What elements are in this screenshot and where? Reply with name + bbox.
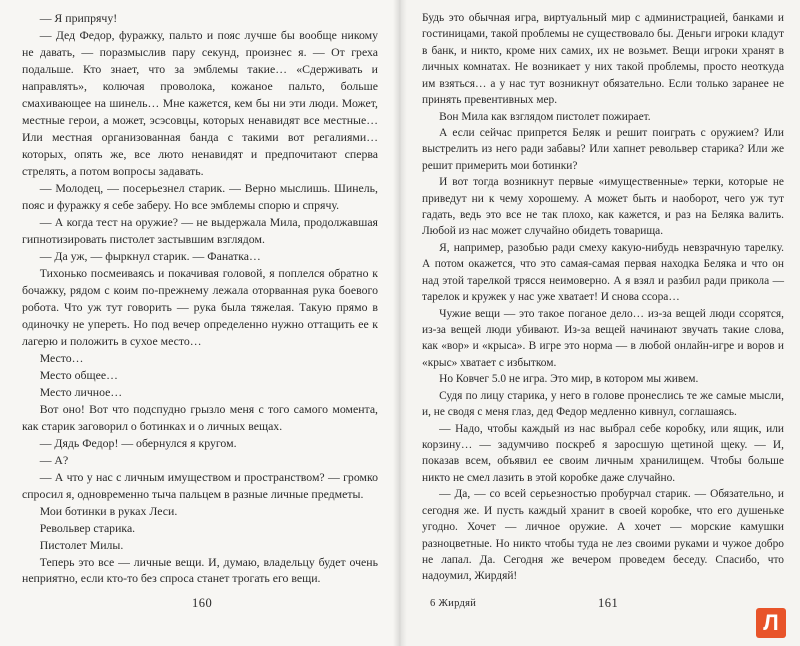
- paragraph: — Да, — со всей серьезностью пробурчал старик. — Обязательно, и сегодня же. И пусть каждый хранит в своей коробке, что его душеньке угодно. Хочет — личное оружие. А хочет — морские камушки разноцветные. Но никто чтобы туда не лез своими руками и чужое добро не лапал. Да. Сегодня же вечером проведем беседу. Спасибо, что надоумил, Жирдяй!: [422, 488, 784, 583]
- left-page-text: [22, 10, 378, 587]
- paragraph: Будь это обычная игра, виртуальный мир с администрацией, банками и гостиницами, такой проблемы не существовало бы. Деньги игроки кладут в банк, и никто, кроме них самих, их не возьмет. Вещи игроки хранят в личных комнатах. Не возникает у них такой проблемы, просто неоткуда им взяться… а у нас тут возникнут обязательно. Если только заранее не принять превентивных мер.: [422, 12, 784, 107]
- left-page-number: 160: [192, 596, 213, 610]
- paragraph: — Молодец, — посерьезнел старик. — Верно мыслишь. Шинель, пояс и фуражку я себе заберу. Но все эмблемы спорю и спрячу.: [22, 180, 378, 212]
- paragraph: Место общее…: [39, 367, 118, 382]
- paragraph: — А что у нас с личным имуществом и пространством? — громко спросил я, одновременно тыча пальцем в разные личные предметы.: [22, 469, 378, 501]
- book-gutter: [393, 0, 407, 646]
- publisher-logo-icon: [756, 608, 786, 638]
- paragraph: И вот тогда возникнут первые «имущественные» терки, которые не приведут ни к чему хорошему. А может быть и наоборот, чего уж тут гадать, ведь это все не так плохо, как кажется, и раз на Беляка валить. Любой из нас может случайно обидеть товарища.: [422, 176, 784, 238]
- right-page: [400, 0, 800, 646]
- paragraph: Судя по лицу старика, у него в голове пронеслись те же самые мысли, и, не сводя с меня глаз, дед Федор медленно кивнул, соглашаясь.: [422, 389, 784, 419]
- running-foot: 6 Жирдяй: [430, 598, 477, 609]
- paragraph: Я, например, разобью ради смеху какую-нибудь невзрачную тарелку. А потом окажется, что это самая-самая первая находка Беляка и что он над этой тарелкой трясся неимоверно. А я взял и разбил ради прикола — тарелок и кружек у нас уже хватает! И снова ссора…: [422, 241, 784, 304]
- paragraph: Вот оно! Вот что подспудно грызло меня с того самого момента, как старик заговорил о ботинках и о личных вещах.: [22, 401, 378, 433]
- paragraph: — А когда тест на оружие? — не выдержала Мила, продолжавшая гипнотизировать пистолет застывшим взглядом.: [22, 214, 378, 246]
- publisher-logo-letter: Л: [763, 610, 779, 635]
- paragraph: — Надо, чтобы каждый из нас выбрал себе коробку, или ящик, или корзину… — задумчиво поскреб я заросшую щетиной щеку. — И, показав всем, объявил ее своим личным хранилищем. Чтобы больше никто не смел лазить в этой коробке даже случайно.: [422, 422, 784, 484]
- paragraph: — Дед Федор, фуражку, пальто и пояс лучше бы вообще никому не давать, — поразмыслив пару секунд, произнес я. — От греха подальше. Кто знает, что за эмблемы такие… «Сдерживать и направлять», колючая проволока, кожаное пальто, больше смахивающее на шинель… Мне кажется, кем бы ни эти люди. Может, местные герои, а может, эсэсовцы, которых ненавидят все местные… Или местная организованная банда с такими вот регалиями… которых, опять же, все люто ненавидят и предпочитают сперва стрелять, а потом вопросы задавать.: [22, 27, 378, 178]
- paragraph: Мои ботинки в руках Леси.: [39, 503, 178, 518]
- paragraph: — Дядь Федор! — обернулся я кругом.: [39, 435, 237, 450]
- paragraph: Но Ковчег 5.0 не игра. Это мир, в котором мы живем.: [439, 373, 699, 386]
- paragraph: Место…: [39, 350, 84, 365]
- right-page-number: 161: [598, 596, 619, 610]
- paragraph: А если сейчас припрется Беляк и решит поиграть с оружием? Или выстрелить из него ради забавы? Или хапнет револьвер старика? Или же решит примерить мои ботинки?: [422, 126, 784, 172]
- paragraph: Вон Мила как взглядом пистолет пожирает.: [439, 110, 651, 123]
- paragraph: Теперь это все — личные вещи. И, думаю, владельцу будет очень неприятно, если кто-то без спроса станет трогать его вещи.: [22, 554, 378, 586]
- right-page-text: [422, 10, 784, 585]
- paragraph: Место личное…: [39, 384, 123, 399]
- paragraph: Тихонько посмеиваясь и покачивая головой, я поплелся обратно к бочажку, рядом с коим по-прежнему лежала оторванная рука боевого робота. Что уж тут говорить — рука была тяжелая. Такую прямо в одиночку не упереть. Но под вечер определенно нужно оттащить ее к лагерю и положить в сухое место…: [22, 265, 378, 348]
- paragraph: — Да уж, — фыркнул старик. — Фанатка…: [39, 248, 261, 263]
- paragraph: Пистолет Милы.: [39, 537, 124, 552]
- paragraph: — А?: [39, 452, 69, 467]
- paragraph: — Я припрячу!: [39, 11, 118, 25]
- paragraph: Чужие вещи — это такое поганое дело… из-за вещей люди ссорятся, из-за вещей люди убивают. Из-за вещей начинают звучать такие слова, как «вор» и «крыса». В игре это норма — в любой онлайн-игре и воров и «крыс» хватает с избытком.: [422, 307, 784, 369]
- paragraph: Револьвер старика.: [39, 520, 136, 535]
